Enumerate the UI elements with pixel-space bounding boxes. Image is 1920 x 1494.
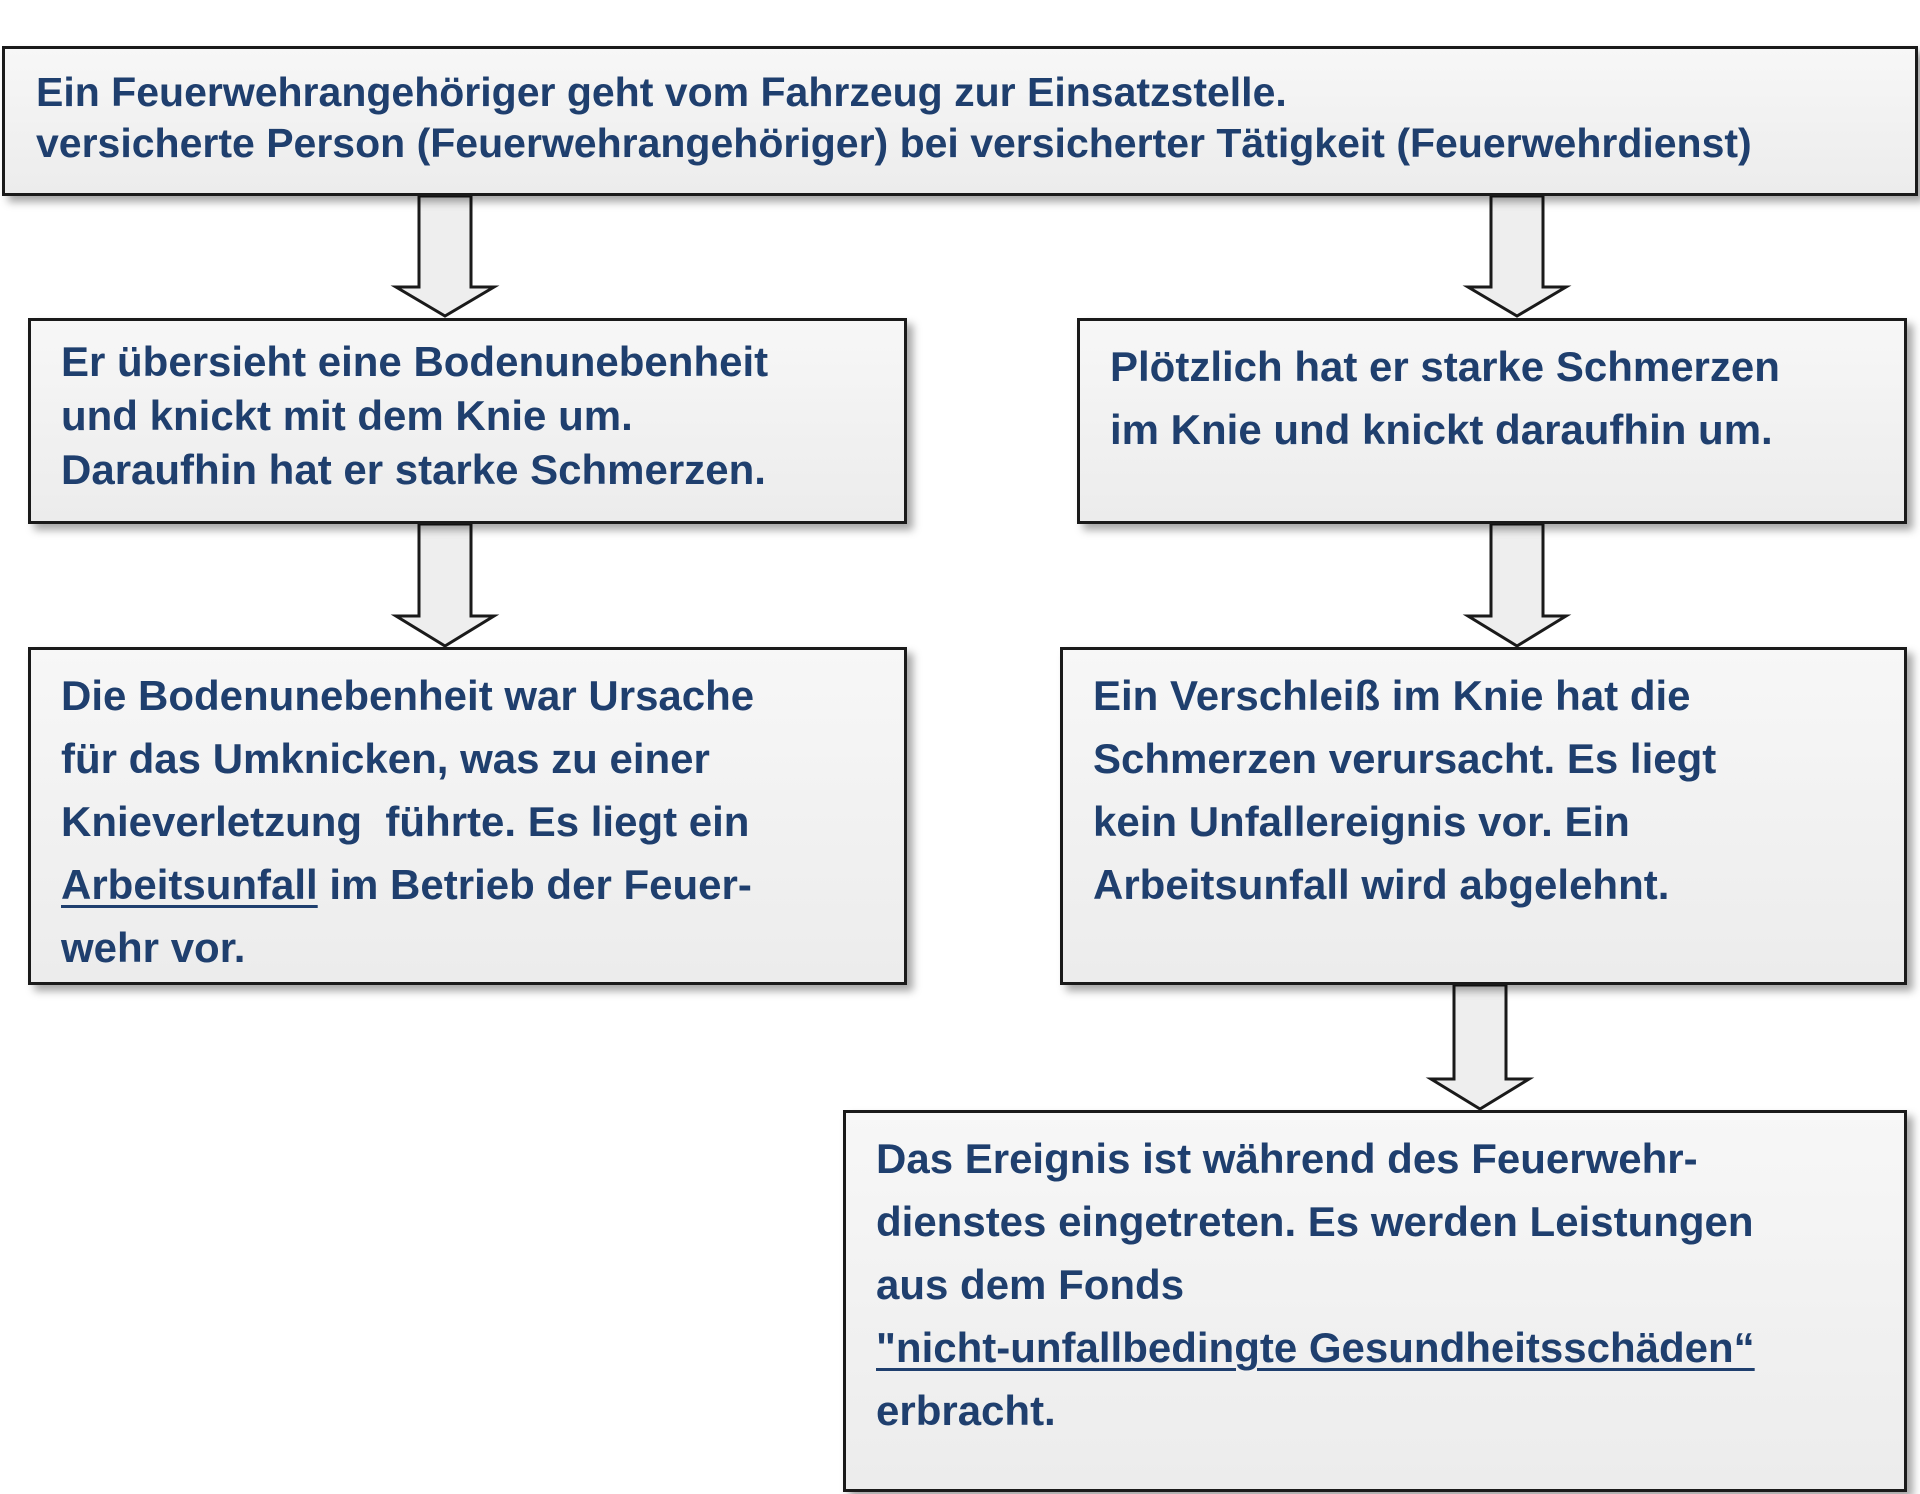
box-sudden-pain (1077, 318, 1907, 524)
arrow-top-to-left1 (390, 196, 500, 318)
box-top-line-2: versicherte Person (Feuerwehrangehöriger) bei versicherter Tätigkeit (Feuerwehrdienst) (36, 120, 1752, 166)
box-right2-line-4: Arbeitsunfall wird abgelehnt. (1093, 861, 1670, 908)
box-left1-line-2: und knickt mit dem Knie um. (61, 392, 633, 439)
box-bottom-line-1: Das Ereignis ist während des Feuerwehr- (876, 1135, 1698, 1182)
box-right2-line-3: kein Unfallereignis vor. Ein (1093, 798, 1630, 845)
box-left2-line-1: Die Bodenunebenheit war Ursache (61, 672, 755, 719)
box-left1-line-3: Daraufhin hat er starke Schmerzen. (61, 446, 766, 493)
box-right1-line-1: Plötzlich hat er starke Schmerzen (1110, 343, 1780, 390)
box-left2-line-4 (61, 853, 904, 916)
box-bottom-line-2: dienstes eingetreten. Es werden Leistungen (876, 1198, 1754, 1245)
box-bottom-line-5: erbracht. (876, 1387, 1056, 1434)
arrow-right1-to-right2 (1462, 524, 1572, 648)
box-right1-line-2: im Knie und knickt daraufhin um. (1110, 406, 1773, 453)
box-insured-activity (2, 46, 1918, 196)
box-left2-line-5: wehr vor. (61, 924, 246, 971)
box-left2-line-3: Knieverletzung führte. Es liegt ein (61, 798, 750, 845)
box-left1-line-1: Er übersieht eine Bodenunebenheit (61, 338, 769, 385)
arrow-left1-to-left2 (390, 524, 500, 648)
fund-link[interactable]: "nicht-unfallbedingte Gesundheitsschäden“ (876, 1324, 1755, 1371)
arrow-right2-to-bottom (1425, 985, 1535, 1111)
box-top-line-1: Ein Feuerwehrangehöriger geht vom Fahrzeug zur Einsatzstelle. (36, 69, 1287, 115)
box-fund-benefits (843, 1110, 1907, 1492)
box-bottom-line-3: aus dem Fonds (876, 1261, 1185, 1308)
arrow-top-to-right1 (1462, 196, 1572, 318)
box-work-accident (28, 647, 907, 985)
box-right2-line-2: Schmerzen verursacht. Es liegt (1093, 735, 1717, 782)
box-right2-line-1: Ein Verschleiß im Knie hat die (1093, 672, 1691, 719)
arbeitsunfall-link[interactable]: Arbeitsunfall (61, 861, 318, 908)
box-bottom-line-4 (876, 1316, 1904, 1379)
box-wear-no-accident (1060, 647, 1907, 985)
box-left2-line-4-rest: im Betrieb der Feuer- (317, 861, 752, 908)
box-trip-over-unevenness (28, 318, 907, 524)
box-left2-line-2: für das Umknicken, was zu einer (61, 735, 710, 782)
